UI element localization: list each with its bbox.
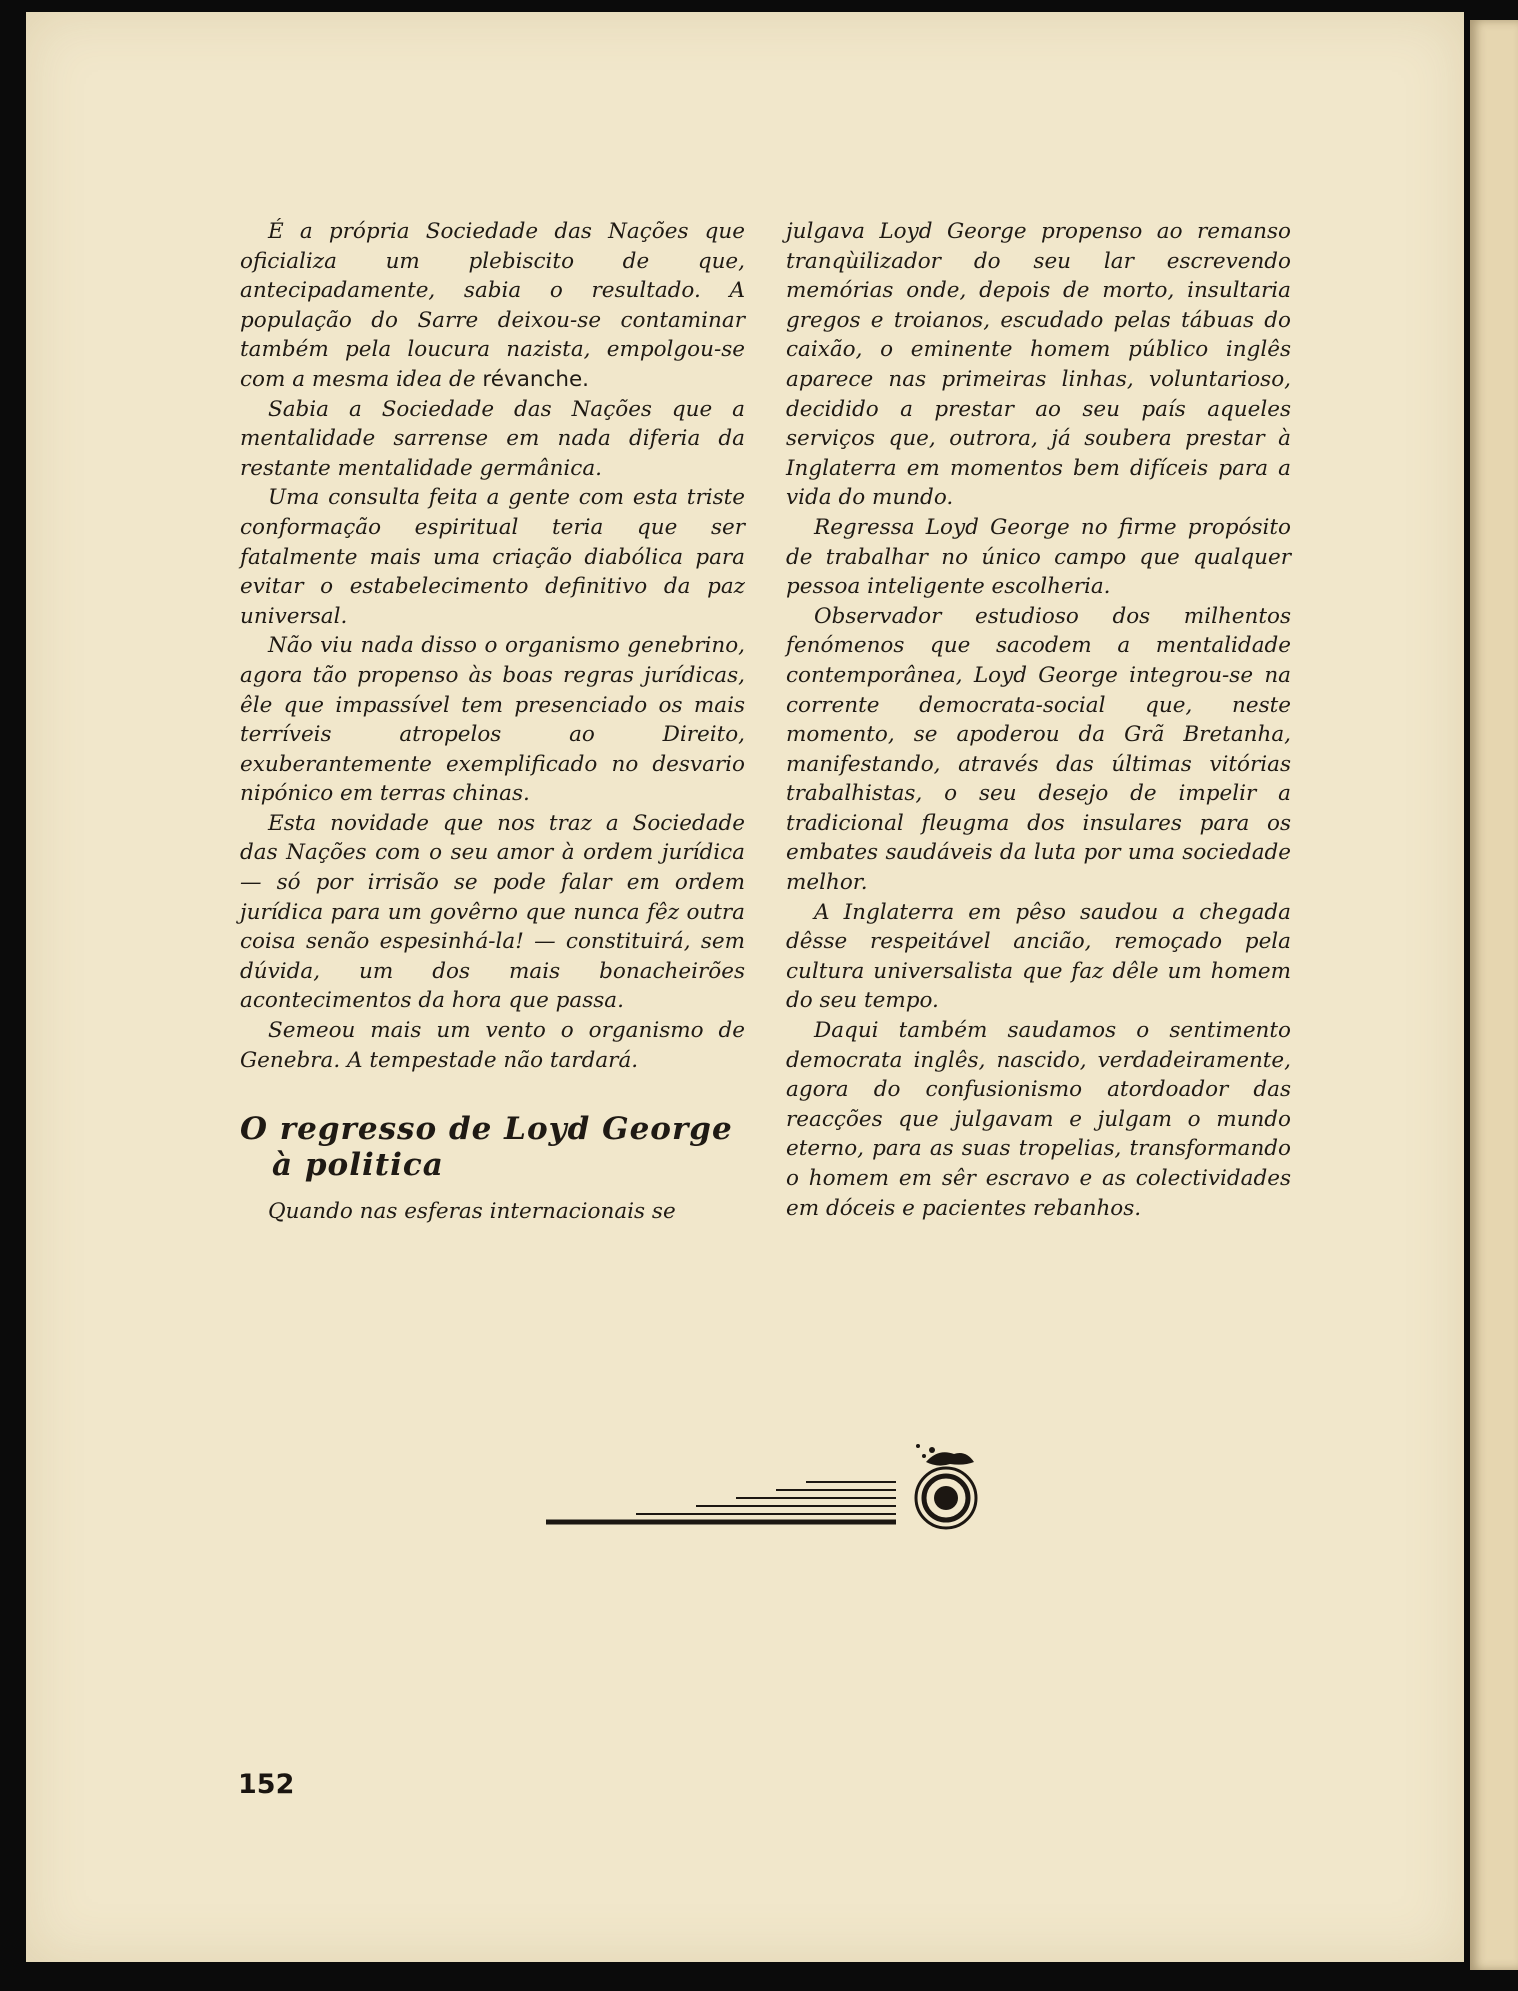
section-title-line1: O regresso de Loyd George [240, 1111, 733, 1148]
paragraph-organismo: Não viu nada disso o organismo genebrino, agora tão propenso às boas regras jurídicas, êle que impassível tem presenciado os mais terríveis atropelos ao Direito, exuberantemente exemplificado no desvario nipónico em terras chinas. [240, 633, 745, 807]
paragraph-quando: Quando nas esferas internacionais se [268, 1199, 676, 1225]
paragraph-julgava: julgava Loyd George propenso ao remanso tranqùilizador do seu lar escrevendo memórias onde, depois de morto, insultaria gregos e troianos, escudado pelas tábuas do caixão, o eminente homem público inglês aparece nas primeiras linhas, voluntarioso, decidido a prestar ao seu país aqueles serviços que, outrora, já soubera prestar à Inglaterra em momentos bem difíceis para a vida do mundo. [786, 219, 1291, 511]
paragraph-inglaterra: A Inglaterra em pêso saudou a chegada dêsse respeitável ancião, remoçado pela cultura universalista que faz dêle um homem do seu tempo. [786, 899, 1291, 1014]
paragraph-text: É a própria Sociedade das Nações que oficializa um plebiscito de que, antecipadamente, sabia o resultado. A população do Sarre deixou-se contaminar também pela loucura nazista, empolgou-se com a mesma idea de [240, 219, 745, 392]
left-text-column [240, 217, 745, 1227]
paragraph-regressa: Regressa Loyd George no firme propósito de trabalhar no único campo que qualquer pessoa inteligente escolheria. [786, 514, 1291, 600]
paragraph-consulta: Uma consulta feita a gente com esta triste conformação espiritual teria que ser fatalmente mais uma criação diabólica para evitar o estabelecimento definitivo da paz universal. [240, 485, 745, 629]
revanche-word: révanche. [482, 366, 590, 392]
paragraph-novidade: Esta novidade que nos traz a Sociedade das Nações com o seu amor à ordem jurídica — só por irrisão se pode falar em ordem jurídica para um govêrno que nunca fêz outra coisa senão espesinhá-la! — constituirá, sem dúvida, um dos mais bonacheirões acontecimentos da hora que passa. [240, 810, 745, 1014]
paragraph-observador: Observador estudioso dos milhentos fenómenos que sacodem a mentalidade contemporânea, Loyd George integrou-se na corrente democrata-social que, neste momento, se apoderou da Grã Bretanha, manifestando, através das últimas vitórias trabalhistas, o seu desejo de impelir a tradicional fleugma dos insulares para os embates saudáveis da luta por uma sociedade melhor. [786, 603, 1291, 896]
adjacent-page-edge [1470, 20, 1518, 1970]
page-number: 152 [238, 1769, 295, 1800]
paragraph-sabia: Sabia a Sociedade das Nações que a mentalidade sarrense em nada diferia da restante mentalidade germânica. [240, 396, 745, 481]
right-text-column [786, 217, 1291, 1223]
section-title [240, 1111, 745, 1183]
magazine-page [26, 12, 1464, 1962]
paragraph-semeou: Semeou mais um vento o organismo de Genebra. A tempestade não tardará. [240, 1018, 745, 1073]
section-title-line2: à politica [272, 1147, 444, 1184]
speeding-wheel-ornament-icon [546, 1422, 1026, 1542]
paragraph-plebiscito [240, 217, 745, 395]
paragraph-daqui: Daqui também saudamos o sentimento democrata inglês, nascido, verdadeiramente, agora do confusionismo atordoador das reacções que julgavam e julgam o mundo eterno, para as suas tropelias, transformando o homem em sêr escravo e as colectividades em dóceis e pacientes rebanhos. [786, 1018, 1291, 1221]
